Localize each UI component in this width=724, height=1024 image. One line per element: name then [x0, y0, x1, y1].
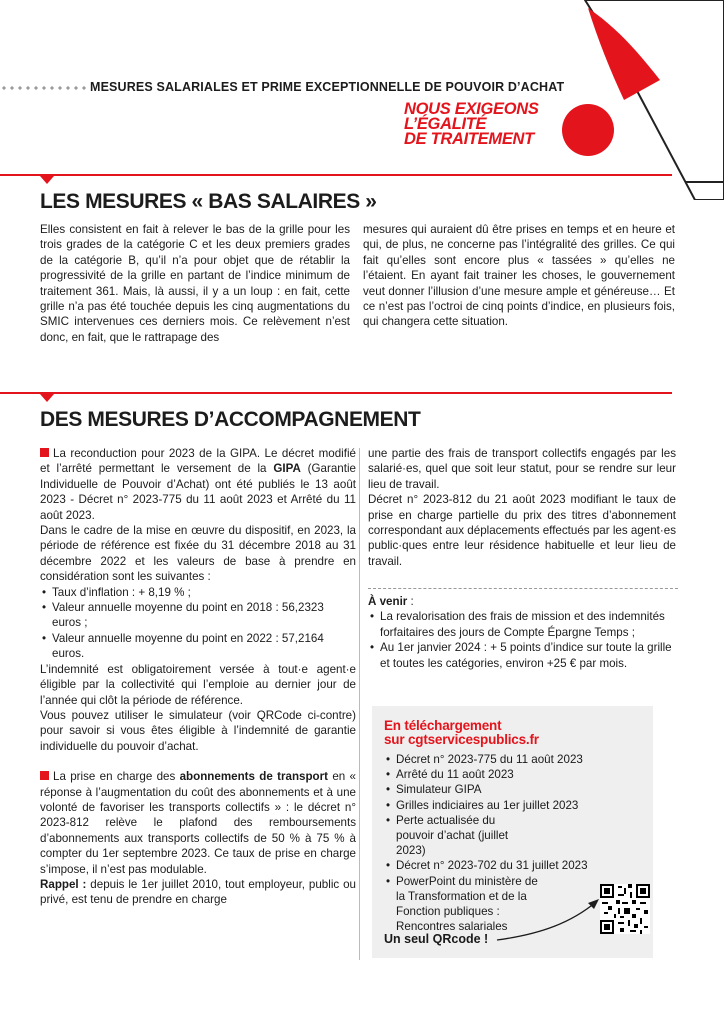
gipa-rest: (Garantie Individuelle de Pouvoir d’Achat) ont été publiés le 13 août 2023 - Décret n° 2023-775 du 11 août 2023 et Arrêté du 11 août 2023. — [40, 462, 356, 522]
a-venir-block — [368, 594, 676, 671]
section-1-right-text: mesures qui auraient dû être prises en temps et en heure et qui, de plus, ne concerne pas l’intégralité des grilles. Ce qui fait qu’elles sont encore plus « tassées » qu’elles ne l’étaient. En ayant fait trainer les choses, le gouvernement veut donner l’illusion d’une mesure ample et généreuse… Et ce n’est pas l’octroi de cinq points d’indice, en plusieurs fois, qui changera cette situation. — [363, 223, 675, 329]
slogan — [404, 102, 539, 147]
download-title-line-2[interactable]: sur cgtservicespublics.fr — [384, 732, 539, 747]
list-item: • Valeur annuelle moyenne du point en 2022 : 57,2164 euros. — [52, 631, 356, 662]
section-1-left-text: Elles consistent en fait à relever le bas de la grille pour les trois grades de la catégorie C et les deux premiers grades de la catégorie B, qu’il n’a pour objet que de rétablir la progressivité de la grille en partant de l’indice minimum de traitement 361. Mais, là aussi, il y a un loup : en fait, cette grille n’a pas été touchée depuis les cinq augmentations du SMIC intervenues ces derniers mois. Ce relèvement n’est donc, en fait, que le rattrapage des — [40, 223, 350, 344]
gipa-period: Dans le cadre de la mise en œuvre du dispositif, en 2023, la période de référence est fixée du 31 décembre 2018 au 31 décembre 2022 et les valeurs de base à prendre en considération sont les suivantes : — [40, 524, 356, 584]
list-item: • Au 1er janvier 2024 : + 5 points d’indice sur toute la grille et toutes les catégories, environ +25 € par mois. — [380, 640, 676, 671]
list-item: • Décret n° 2023-775 du 11 août 2023 — [396, 752, 612, 767]
section-1-title: LES MESURES « BAS SALAIRES » — [40, 190, 377, 213]
column-divider — [359, 448, 360, 960]
arrow-icon — [492, 894, 602, 944]
transport-bold: abonnements de transport — [179, 770, 329, 784]
section-2-right-column — [368, 446, 676, 569]
list-item: • Valeur annuelle moyenne du point en 2018 : 56,2323 euros ; — [52, 600, 356, 631]
download-footer: Un seul QRcode ! — [384, 932, 489, 946]
section-2-rule — [0, 392, 672, 394]
list-item: • Arrêté du 11 août 2023 — [396, 767, 612, 782]
red-square-bullet — [40, 771, 49, 780]
dotted-line-decoration — [0, 86, 90, 90]
rappel-label: Rappel : — [40, 877, 87, 891]
section-2-title: DES MESURES D’ACCOMPAGNEMENT — [40, 408, 421, 431]
right-decret: Décret n° 2023-812 du 21 août 2023 modifiant le taux de prise en charge partielle du prix des titres d’abonnement correspondant aux déplacements effectués par les agent·es public·ques entre leur résidence habituelle et leur lieu de travail. — [368, 493, 676, 568]
transport-rest: en « réponse à l’augmentation du coût des abonnements et à une volonté de favoriser les transports collectifs » : le décret n° 2023-812 relève le plafond des remboursements d’abonnements aux transports collectifs de 50 % à 75 % à compter du 1er septembre 2023. Ce taux de prise en charge s’impose, il n’est pas modulable. — [40, 770, 356, 876]
qr-code-icon[interactable] — [600, 884, 650, 934]
list-item: • PowerPoint du ministère de la Transformation et de la Fonction publiques : Rencontres salariales — [396, 874, 541, 935]
gipa-indemnity: L’indemnité est obligatoirement versée à tout·e agent·e éligible par la collectivité qui l’emploie au dernier jour de l’année qui clôt la période de référence. — [40, 662, 356, 707]
a-venir-colon: : — [407, 595, 414, 608]
slogan-line-3: DE TRAITEMENT — [404, 130, 534, 148]
list-item: • Perte actualisée du pouvoir d’achat (juillet 2023) — [396, 813, 536, 859]
list-item: • Grilles indiciaires au 1er juillet 2023 — [396, 798, 612, 813]
gipa-simulator: Vous pouvez utiliser le simulateur (voir QRCode ci-contre) pour savoir si vous êtes éligible à l’indemnité de garantie individuelle du pouvoir d’achat. — [40, 708, 356, 753]
section-1-right-column — [363, 222, 675, 330]
gipa-paragraph — [40, 446, 356, 523]
red-square-bullet — [40, 448, 49, 457]
section-2-notch — [40, 394, 54, 402]
gipa-intro: La reconduction pour 2023 de la GIPA. Le décret modifié et l’arrêté permettant le versement de la — [40, 447, 356, 476]
download-title — [384, 719, 539, 747]
list-item: • La revalorisation des frais de mission et des indemnités forfaitaires des jours de Compte Épargne Temps ; — [380, 609, 676, 640]
right-transport: une partie des frais de transport collectifs engagés par les salarié·es, quel que soit leur statut, pour se rendre sur leur lieu de travail. — [368, 447, 676, 491]
dashed-separator — [368, 588, 678, 589]
rappel-text: depuis le 1er juillet 2010, tout employeur, public ou privé, est tenu de prendre en charge — [40, 877, 356, 907]
slogan-line-1: NOUS EXIGEONS — [404, 100, 539, 118]
header-title: MESURES SALARIALES ET PRIME EXCEPTIONNELLE DE POUVOIR D’ACHAT — [90, 80, 565, 94]
list-item: • Taux d’inflation : + 8,19 % ; — [52, 585, 356, 600]
section-2-left-column — [40, 446, 356, 908]
list-item: • Décret n° 2023-702 du 31 juillet 2023 — [396, 858, 612, 873]
section-1-left-column — [40, 222, 350, 345]
slogan-line-2: L’ÉGALITÉ — [404, 115, 487, 133]
section-1-rule — [0, 174, 672, 176]
a-venir-list — [368, 609, 676, 671]
list-item: • Simulateur GIPA — [396, 782, 612, 797]
download-box — [372, 706, 653, 958]
transport-intro: La prise en charge des — [53, 770, 176, 784]
a-venir-heading — [368, 594, 676, 609]
gipa-bold: GIPA — [273, 462, 301, 476]
gipa-values-list — [40, 585, 356, 662]
transport-paragraph — [40, 769, 356, 877]
download-title-line-1: En téléchargement — [384, 718, 502, 733]
rappel-paragraph — [40, 877, 356, 908]
section-1-notch — [40, 176, 54, 184]
a-venir-label: À venir — [368, 595, 408, 608]
